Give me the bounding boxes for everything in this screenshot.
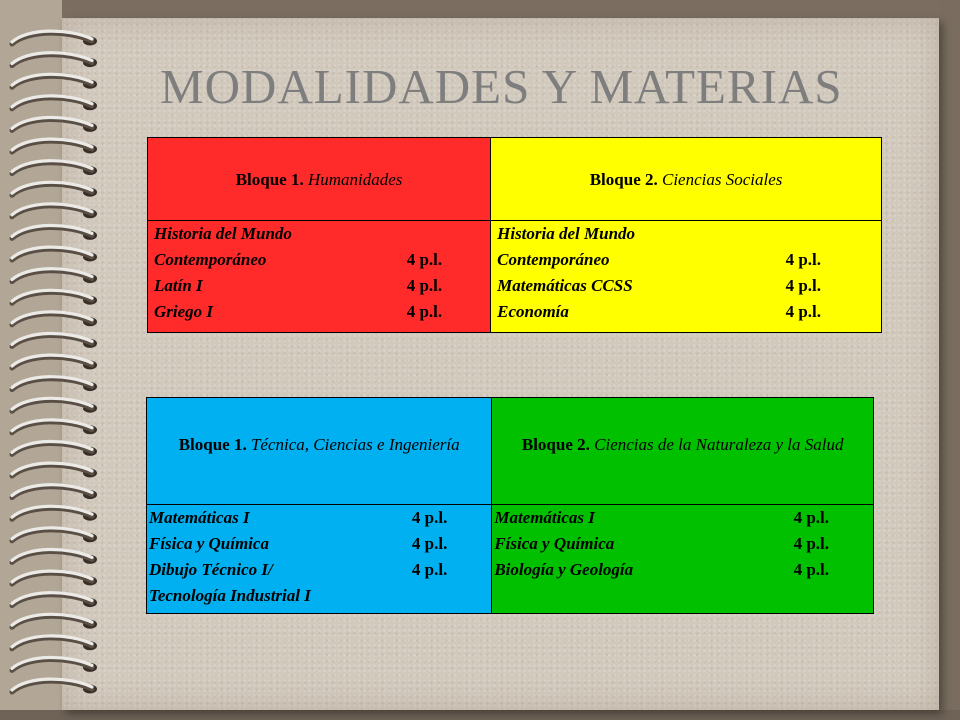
header-prefix: Bloque 1. [235,170,308,189]
subject-hours: 4 p.l. [785,276,821,295]
spiral-ring [12,679,97,693]
frame-top [0,0,960,18]
subject-row [149,531,447,557]
subject-name: Biología y Geología [494,560,634,579]
subject-hours: 4 p.l. [793,508,829,527]
spiral-ring [12,312,97,326]
spiral-ring [12,420,97,434]
subject-name: Tecnología Industrial I [149,586,311,605]
spiral-ring [12,377,97,391]
spiral-ring [12,614,97,628]
header-prefix: Bloque 1. [178,435,251,454]
subject-name: Matemáticas I [494,508,595,527]
subject-hours: 4 p.l. [793,560,829,579]
header-name: Humanidades [307,170,403,189]
subject-name: Física y Química [149,534,269,553]
subjects-ciencias-sociales [491,221,882,333]
subject-name: Dibujo Técnico I/ [149,560,273,579]
spiral-ring [12,182,97,196]
subject-row [494,557,829,583]
header-name: Técnica, Ciencias e Ingeniería [250,435,460,454]
subject-hours: 4 p.l. [411,560,448,579]
subject-hours: 4 p.l. [785,250,821,269]
subject-hours: 4 p.l. [406,276,443,295]
subject-name: Griego I [154,302,214,321]
spiral-ring [12,485,97,499]
subject-row [497,247,821,273]
spiral-ring [12,549,97,563]
table-bachillerato-ciencias [146,397,874,614]
subject-row [154,221,442,247]
subject-name: Matemáticas CCSS [497,276,633,295]
subjects-humanidades [148,221,491,333]
spiral-ring [12,290,97,304]
subjects-tecnica [147,505,492,614]
subject-row [494,531,829,557]
subjects-naturaleza-salud [492,505,874,614]
subject-row [154,247,442,273]
header-tecnica [147,398,492,505]
subject-name: Matemáticas I [149,508,250,527]
subject-hours: 4 p.l. [411,534,448,553]
spiral-ring [12,441,97,455]
subject-row [497,221,821,247]
spiral-ring [12,117,97,131]
header-prefix: Bloque 2. [589,170,662,189]
spiral-ring [12,636,97,650]
spiral-ring [12,139,97,153]
spiral-ring [12,53,97,67]
spiral-ring [12,333,97,347]
subject-name: Historia del Mundo [497,224,636,243]
spiral-ring [12,225,97,239]
spiral-ring [12,204,97,218]
spiral-ring [12,463,97,477]
subject-hours: 4 p.l. [793,534,829,553]
slide-title: MODALIDADES Y MATERIAS [160,59,843,114]
spiral-ring [12,74,97,88]
spiral-ring [12,269,97,283]
subject-name: Física y Química [494,534,615,553]
subject-name: Contemporáneo [497,250,610,269]
header-humanidades [148,138,491,221]
header-prefix: Bloque 2. [521,435,595,454]
frame-right [939,0,960,720]
header-naturaleza-salud [492,398,874,505]
spiral-ring [12,247,97,261]
spiral-ring [12,31,97,45]
header-name: Ciencias de la Naturaleza y la Salud [594,435,844,454]
table-bachillerato-humanidades-ccss [147,137,882,333]
subject-hours: 4 p.l. [785,302,821,321]
subject-row [494,505,829,531]
spiral-ring [12,398,97,412]
spiral-ring [12,355,97,369]
subject-name: Latín I [154,276,203,295]
spiral-ring [12,528,97,542]
subject-row [154,299,442,325]
subject-name: Historia del Mundo [154,224,292,243]
frame-bottom [0,710,960,720]
subject-hours: 4 p.l. [411,508,448,527]
spiral-ring [12,506,97,520]
header-ciencias-sociales [491,138,882,221]
subject-hours: 4 p.l. [406,302,443,321]
subject-name: Contemporáneo [154,250,267,269]
subject-row [149,583,447,609]
subject-row [149,505,447,531]
subject-hours: 4 p.l. [406,250,443,269]
subject-row [497,299,821,325]
subject-row [154,273,442,299]
subject-row [149,557,447,583]
spiral-ring [12,96,97,110]
subject-row [497,273,821,299]
header-name: Ciencias Sociales [662,170,783,189]
spiral-ring [12,161,97,175]
subject-name: Economía [497,302,569,321]
spiral-binding-icon [8,28,108,698]
spiral-ring [12,571,97,585]
spiral-ring [12,657,97,671]
spiral-ring [12,593,97,607]
